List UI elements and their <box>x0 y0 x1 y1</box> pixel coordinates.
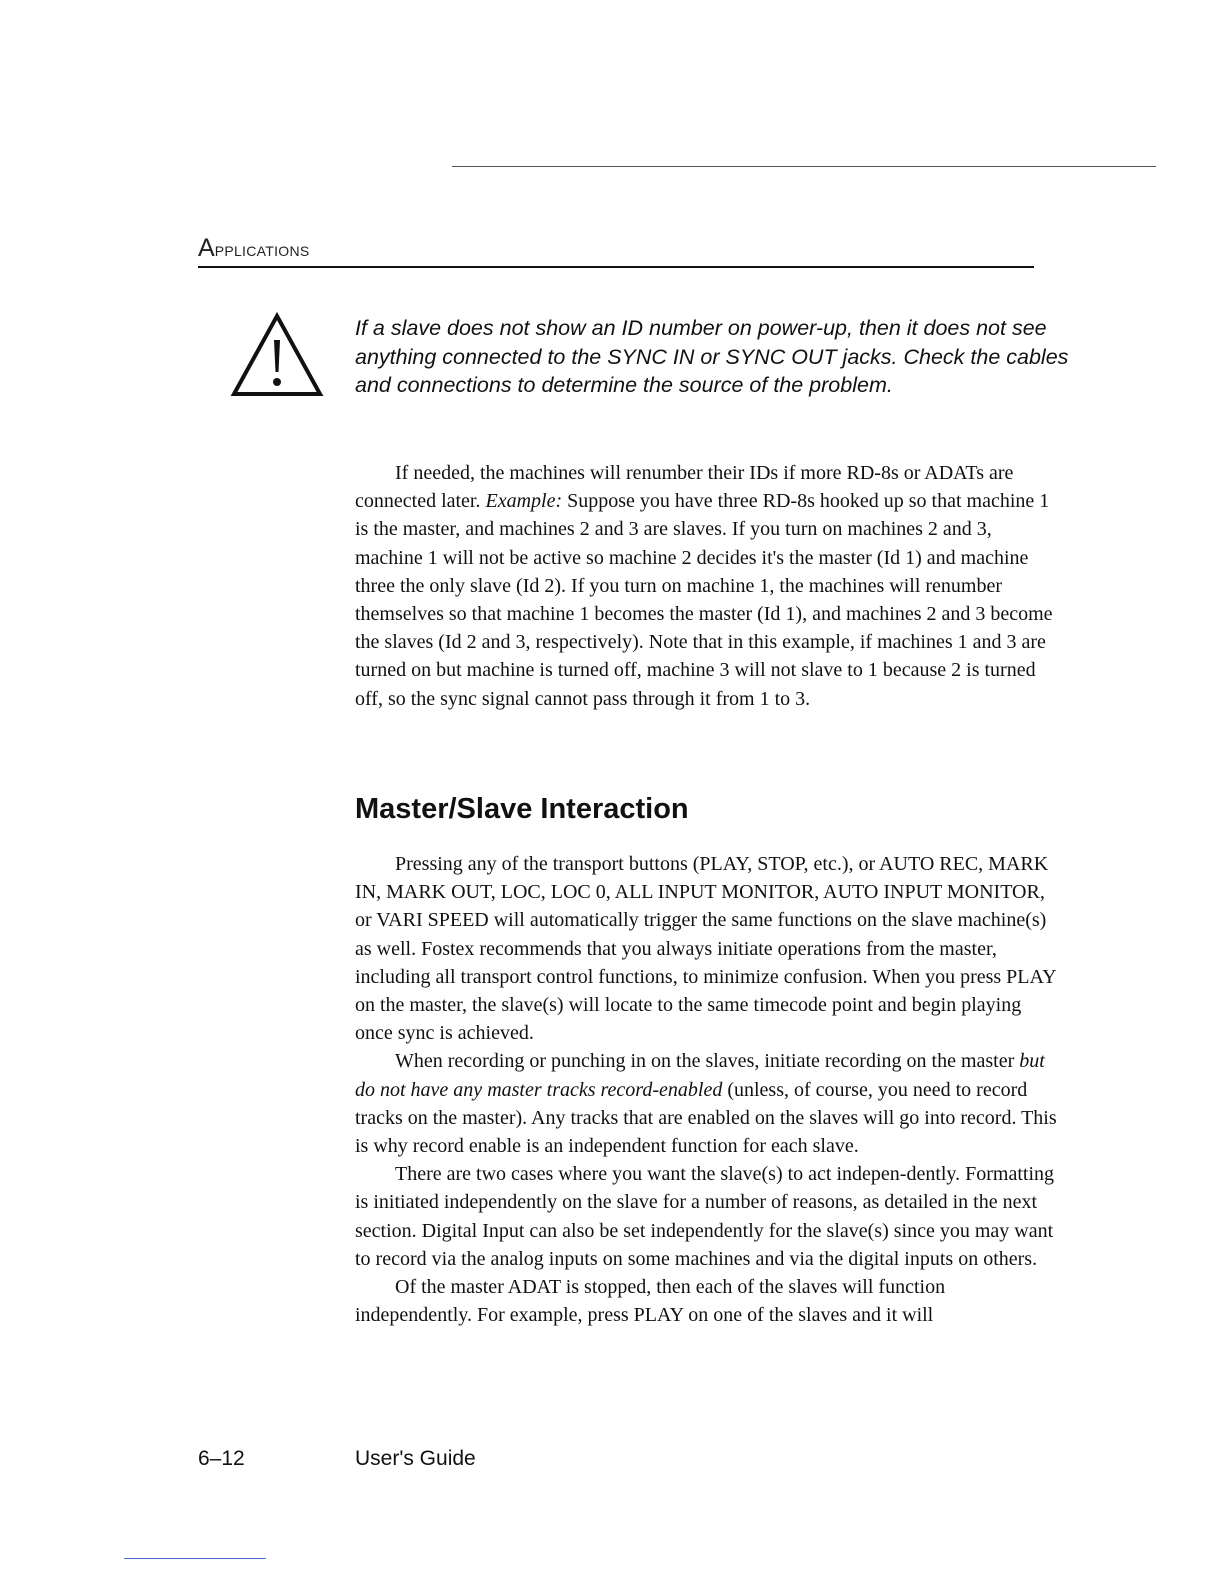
running-header <box>198 234 310 263</box>
paragraph-text-part: When recording or punching in on the slaves, initiate recording on the master <box>395 1050 1020 1073</box>
page-number: 6–12 <box>198 1447 245 1470</box>
warning-triangle-icon <box>230 312 324 398</box>
top-divider-line <box>452 166 1156 167</box>
running-header-text: PPLICATIONS <box>214 243 310 259</box>
section-body <box>355 850 1060 1329</box>
paragraph-text-part: (unless, of course, you need to record tracks on the master). Any tracks that are enabled on the slaves will go into record. This is why record enable is an independent function for each slave. <box>355 1078 1057 1158</box>
section-paragraph-2 <box>355 1047 1060 1160</box>
section-heading: Master/Slave Interaction <box>355 793 689 825</box>
record-enable-emphasis: but do not have any master tracks record-enabled <box>355 1050 1045 1101</box>
section-paragraph-4: Of the master ADAT is stopped, then each of the slaves will function independently. For example, press PLAY on one of the slaves and it will <box>355 1276 946 1327</box>
guide-title: User's Guide <box>355 1447 476 1470</box>
caution-note: If a slave does not show an ID number on power-up, then it does not see anything connected to the SYNC IN or SYNC OUT jacks. Check the cables and connections to determine the source of the problem. <box>355 316 1069 397</box>
section-paragraph-3: There are two cases where you want the slave(s) to act indepen-dently. Formatting is initiated independently on the slave for a number of reasons, as detailed in the next section. Digital Input can also be set independently for the slave(s) since you may want to record via the analog inputs on some machines and via the digital inputs on others. <box>355 1163 1055 1270</box>
intro-paragraph <box>355 459 1060 713</box>
intro-text-part: Suppose you have three RD-8s hooked up so that machine 1 is the master, and machines 2 and 3 are slaves. If you turn on machines 2 and 3, machine 1 will not be active so machine 2 decides it's the master (Id 1) and machine three the only slave (Id 2). If you turn on machine 1, the machines will renumber themselves so that machine 1 becomes the master (Id 1), and machines 2 and 3 become the slaves (Id 2 and 3, respectively). Note that in this example, if machines 1 and 3 are turned on but machine is turned off, machine 3 will not slave to 1 because 2 is turned off, so the sync signal cannot pass through it from 1 to 3. <box>355 490 1053 710</box>
intro-body <box>355 459 1060 713</box>
example-emphasis: Example: <box>485 490 563 513</box>
bottom-edge-line <box>124 1558 266 1559</box>
running-header-initial: A <box>198 234 215 262</box>
section-paragraph-1: Pressing any of the transport buttons (PLAY, STOP, etc.), or AUTO REC, MARK IN, MARK OUT, LOC, LOC 0, ALL INPUT MONITOR, AUTO INPUT MONITOR, or VARI SPEED will automatically trigger the same functions on the slave machine(s) as well. Fostex recommends that you always initiate operations from the master, including all transport control functions, to minimize confusion. When you press PLAY on the master, the slave(s) will locate to the same timecode point and begin playing once sync is achieved. <box>355 853 1056 1045</box>
header-rule <box>198 266 1034 268</box>
intro-text-part: If needed, the machines will renumber their IDs if more RD-8s or ADATs are connected later. <box>355 462 1014 513</box>
